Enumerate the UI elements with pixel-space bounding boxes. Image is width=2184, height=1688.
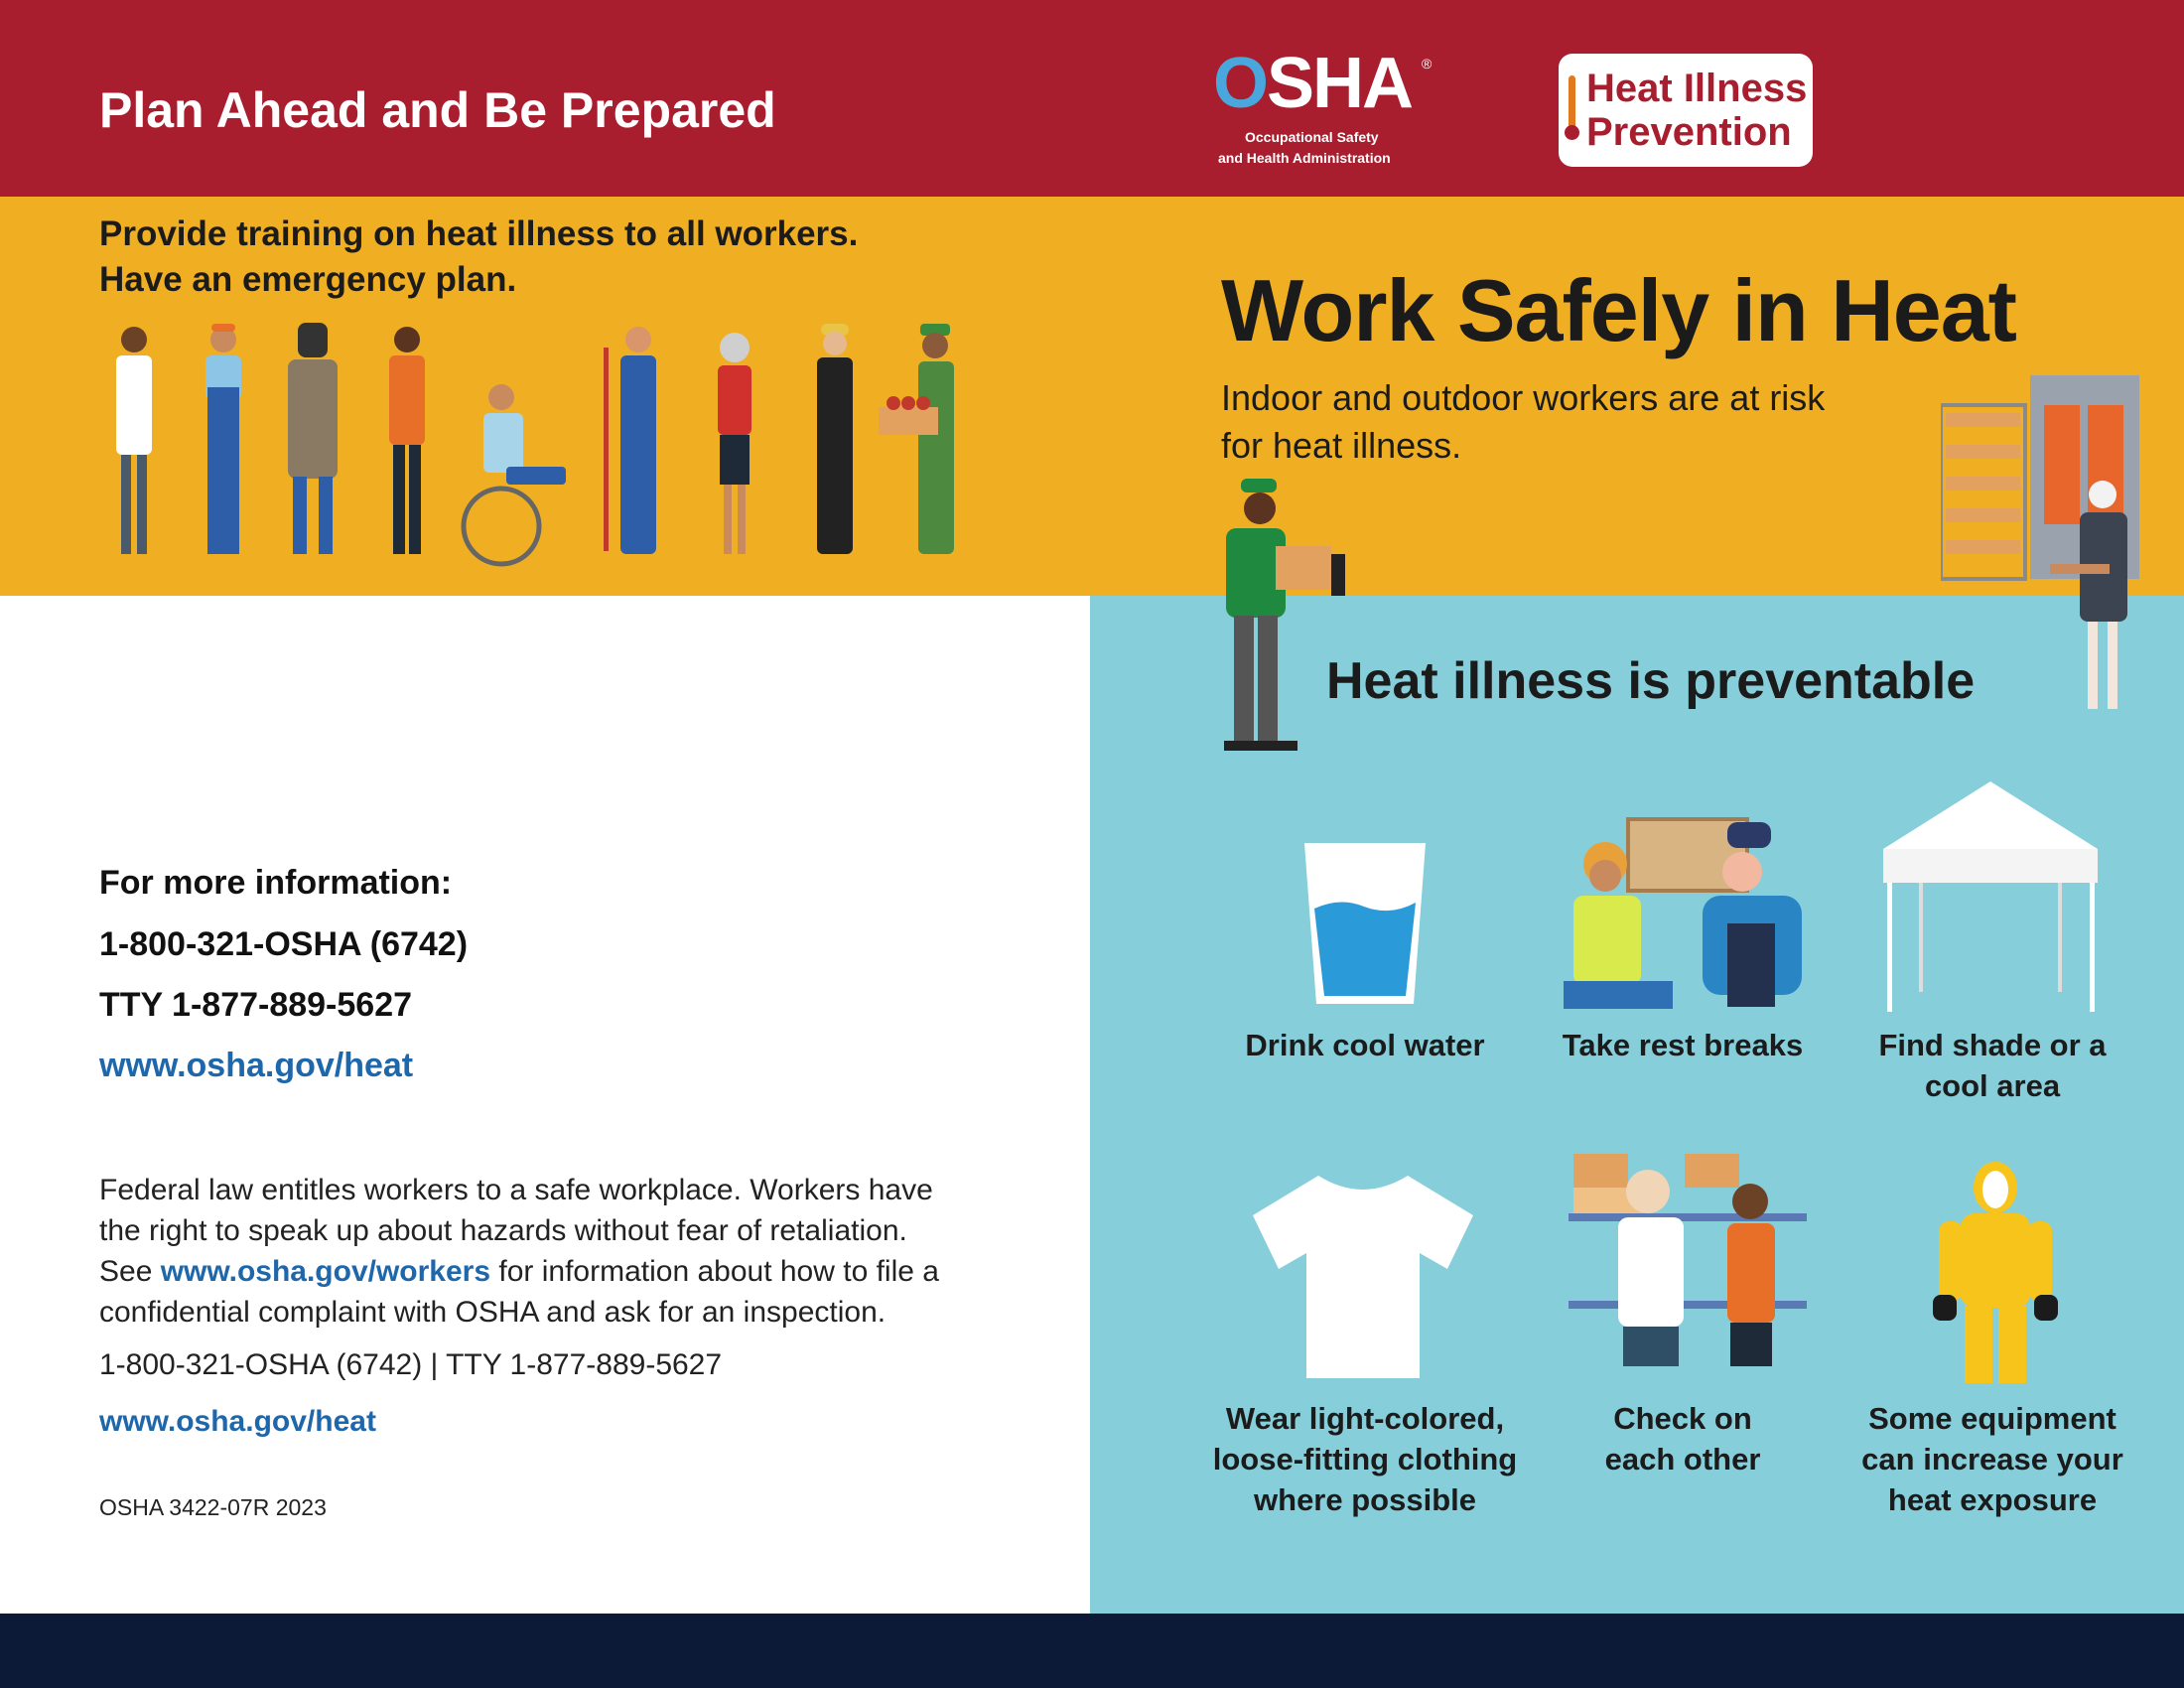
worker-welder-icon bbox=[288, 323, 338, 554]
workers-lineup-illustration bbox=[94, 318, 988, 576]
tty-number: TTY 1-877-889-5627 bbox=[99, 986, 413, 1024]
tip-line: where possible bbox=[1254, 1482, 1476, 1517]
water-glass-icon bbox=[1300, 839, 1430, 1008]
rights-line1: Federal law entitles workers to a safe workplace. Workers have bbox=[99, 1174, 933, 1206]
more-info-heading: For more information: bbox=[99, 864, 453, 902]
phone-number: 1-800-321-OSHA (6742) bbox=[99, 925, 469, 963]
worker-farm-icon bbox=[879, 324, 954, 554]
heat-illness-prevention-badge bbox=[1559, 54, 1813, 167]
tip-line: can increase your bbox=[1861, 1442, 2123, 1477]
tip-line: each other bbox=[1604, 1442, 1761, 1477]
bottom-bar bbox=[0, 1614, 2184, 1688]
tip-equipment-exposure bbox=[1834, 1398, 2151, 1520]
worker-red-shirt-icon bbox=[718, 333, 751, 554]
tip-line: cool area bbox=[1924, 1068, 2061, 1103]
phone-line-secondary: 1-800-321-OSHA (6742) | TTY 1-877-889-5627 bbox=[99, 1348, 723, 1381]
heat-url-link-secondary[interactable]: www.osha.gov/heat bbox=[99, 1405, 376, 1438]
tip-line: Check on bbox=[1613, 1401, 1752, 1436]
tip-line: Take rest breaks bbox=[1562, 1028, 1804, 1062]
tip-light-clothing bbox=[1186, 1398, 1544, 1520]
main-title: Work Safely in Heat bbox=[1221, 261, 2016, 359]
tip-line: Find shade or a bbox=[1878, 1028, 2107, 1062]
worker-sweeper-icon bbox=[604, 327, 656, 554]
tip-drink-water bbox=[1206, 1025, 1524, 1065]
worker-overalls-icon bbox=[205, 324, 241, 554]
publication-number: OSHA 3422-07R 2023 bbox=[99, 1494, 327, 1520]
risk-subtitle-line2: for heat illness. bbox=[1221, 425, 1462, 466]
workers-url-link[interactable]: www.osha.gov/workers bbox=[160, 1255, 491, 1288]
rights-line3 bbox=[99, 1255, 939, 1289]
tip-line: heat exposure bbox=[1887, 1482, 2098, 1517]
preventable-heading: Heat illness is preventable bbox=[1326, 652, 1976, 710]
tip-line: Drink cool water bbox=[1245, 1028, 1485, 1062]
heat-url-link[interactable]: www.osha.gov/heat bbox=[99, 1047, 414, 1084]
worker-lab-coat-icon bbox=[116, 327, 152, 554]
protective-suit-icon bbox=[1921, 1162, 2070, 1385]
worker-suit-icon bbox=[817, 324, 853, 554]
risk-subtitle-line1: Indoor and outdoor workers are at risk bbox=[1221, 377, 1826, 418]
registered-mark: ® bbox=[1422, 56, 1433, 71]
thermometer-icon bbox=[1569, 75, 1575, 129]
tip-line: Wear light-colored, bbox=[1225, 1401, 1505, 1436]
training-line2: Have an emergency plan. bbox=[99, 260, 517, 299]
shade-tent-icon bbox=[1879, 779, 2103, 1018]
worker-vest-icon bbox=[389, 327, 425, 554]
tip-find-shade bbox=[1834, 1025, 2151, 1106]
osha-wordmark: OSHA bbox=[1213, 44, 1413, 123]
white-tshirt-icon bbox=[1249, 1174, 1477, 1382]
training-line1: Provide training on heat illness to all workers. bbox=[99, 214, 859, 253]
rights-line3-pre: See bbox=[99, 1255, 161, 1288]
osha-subtitle-line1: Occupational Safety bbox=[1245, 129, 1379, 145]
rights-line3-post: for information about how to file a bbox=[490, 1255, 939, 1288]
osha-subtitle-line2: and Health Administration bbox=[1218, 150, 1391, 166]
resting-workers-icon bbox=[1554, 814, 1802, 1013]
thermometer-bulb-icon bbox=[1565, 125, 1579, 140]
tip-rest-breaks bbox=[1524, 1025, 1842, 1065]
tip-line: loose-fitting clothing bbox=[1212, 1442, 1518, 1477]
worker-wheelchair-icon bbox=[464, 384, 566, 564]
worker-with-box-illustration bbox=[1216, 479, 1360, 753]
tip-check-each-other bbox=[1524, 1398, 1842, 1479]
tip-line: Some equipment bbox=[1868, 1401, 2116, 1436]
rights-line2: the right to speak up about hazards without fear of retaliation. bbox=[99, 1214, 907, 1247]
plan-ahead-heading: Plan Ahead and Be Prepared bbox=[99, 82, 776, 138]
badge-line2: Prevention bbox=[1586, 110, 1792, 154]
coworkers-icon bbox=[1564, 1152, 1812, 1370]
badge-line1: Heat Illness bbox=[1586, 67, 1808, 110]
osha-logo bbox=[1213, 44, 1433, 172]
rights-line4: confidential complaint with OSHA and ask for an inspection. bbox=[99, 1296, 887, 1329]
